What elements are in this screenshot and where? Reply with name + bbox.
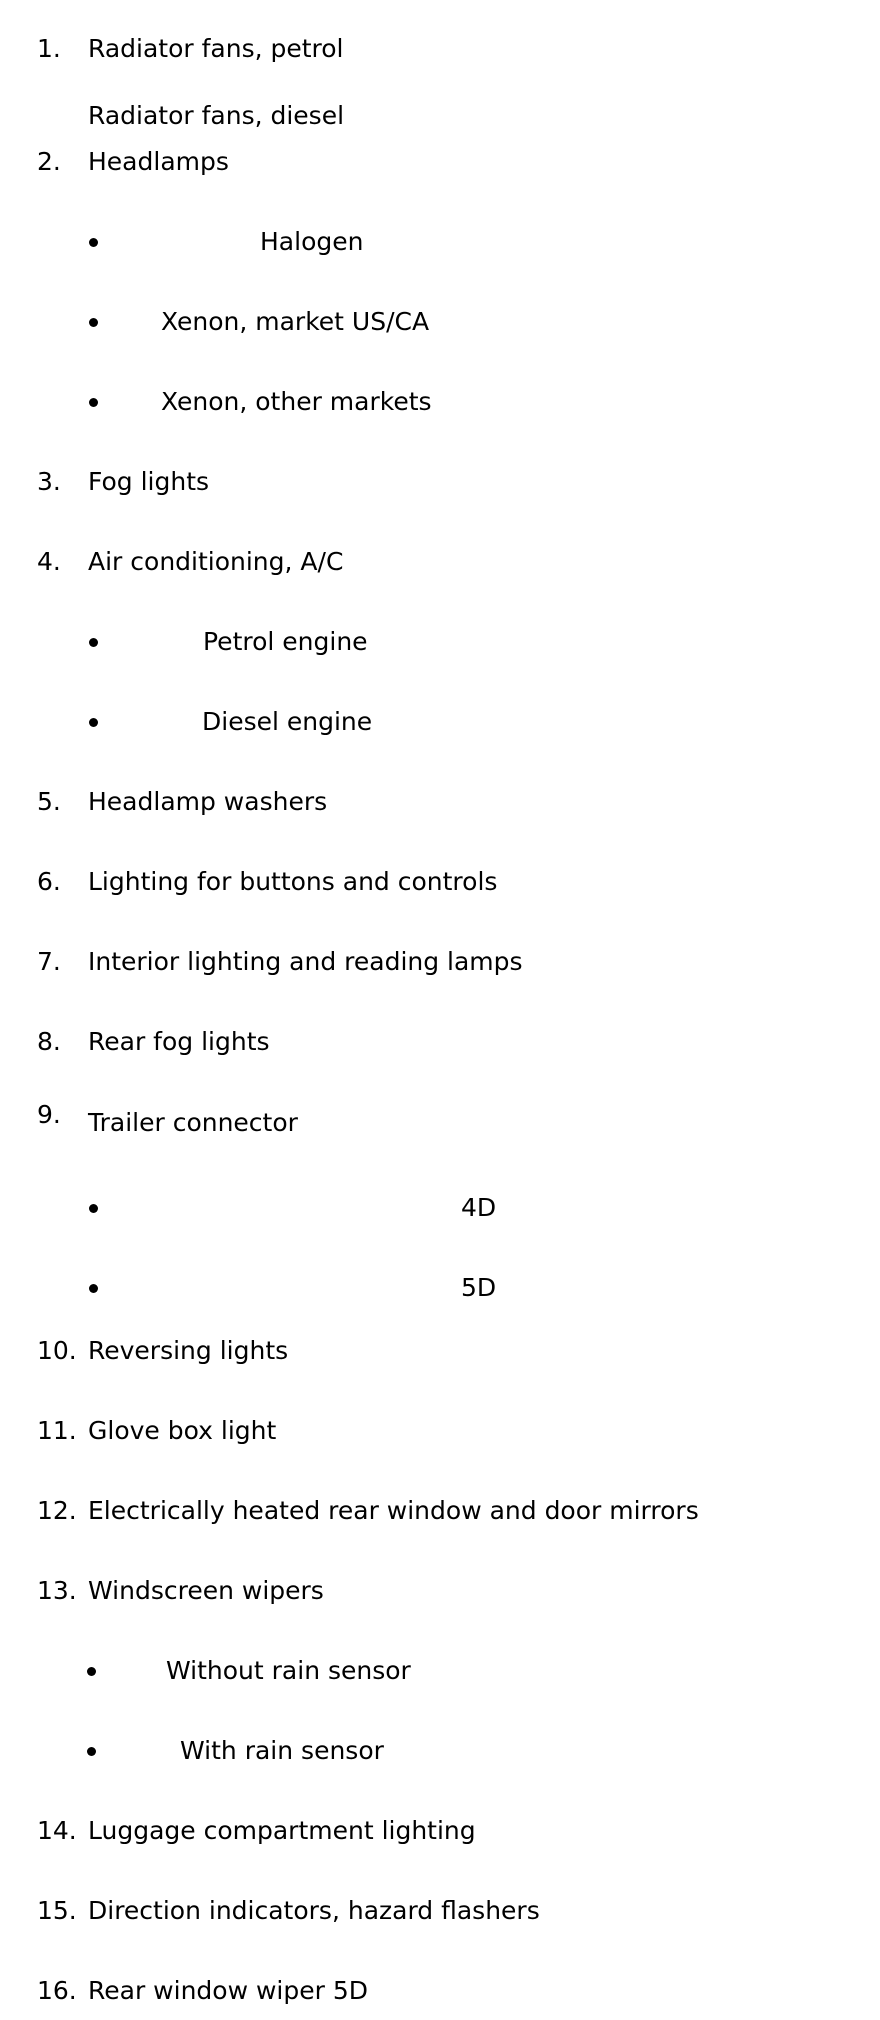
item-label: Headlamps <box>88 147 229 176</box>
item-label: Lighting for buttons and controls <box>88 867 498 896</box>
item-number: 8. <box>37 1027 61 1056</box>
item-number: 11. <box>37 1416 77 1445</box>
item-label: 5D <box>461 1273 497 1302</box>
item-number: 4. <box>37 547 61 576</box>
item-label: Petrol engine <box>203 627 368 656</box>
bullet-icon <box>89 638 98 647</box>
item-number: 14. <box>37 1816 77 1845</box>
item-number: 13. <box>37 1576 77 1605</box>
item-label: Reversing lights <box>88 1336 289 1365</box>
bullet-icon <box>89 238 98 247</box>
item-number: 16. <box>37 1976 77 2005</box>
item-label: Diesel engine <box>202 707 373 736</box>
bullet-icon <box>87 1667 96 1676</box>
item-label: Headlamp washers <box>88 787 328 816</box>
item-label: Radiator fans, diesel <box>88 101 345 130</box>
bullet-icon <box>87 1747 96 1756</box>
item-number: 1. <box>37 34 61 63</box>
item-label: With rain sensor <box>180 1736 384 1765</box>
item-label: Luggage compartment lighting <box>88 1816 476 1845</box>
item-label: Rear fog lights <box>88 1027 270 1056</box>
bullet-icon <box>89 318 98 327</box>
item-label: Radiator fans, petrol <box>88 34 344 63</box>
item-label: Trailer connector <box>88 1108 298 1137</box>
item-number: 6. <box>37 867 61 896</box>
item-label: Direction indicators, hazard flashers <box>88 1896 540 1925</box>
item-label: Without rain sensor <box>166 1656 411 1685</box>
item-label: Glove box light <box>88 1416 277 1445</box>
bullet-icon <box>89 718 98 727</box>
item-number: 15. <box>37 1896 77 1925</box>
item-label: Halogen <box>260 227 364 256</box>
item-label: Xenon, market US/CA <box>161 307 430 336</box>
bullet-icon <box>89 1204 98 1213</box>
item-label: Interior lighting and reading lamps <box>88 947 523 976</box>
item-label: Air conditioning, A/C <box>88 547 344 576</box>
bullet-icon <box>89 1284 98 1293</box>
bullet-icon <box>89 398 98 407</box>
item-number: 7. <box>37 947 61 976</box>
item-number: 10. <box>37 1336 77 1365</box>
item-number: 5. <box>37 787 61 816</box>
item-number: 9. <box>37 1100 61 1129</box>
item-label: 4D <box>461 1193 497 1222</box>
item-label: Windscreen wipers <box>88 1576 324 1605</box>
item-label: Fog lights <box>88 467 210 496</box>
item-number: 3. <box>37 467 61 496</box>
item-label: Xenon, other markets <box>161 387 432 416</box>
item-label: Rear window wiper 5D <box>88 1976 368 2005</box>
item-number: 2. <box>37 147 61 176</box>
item-number: 12. <box>37 1496 77 1525</box>
item-label: Electrically heated rear window and door mirrors <box>88 1496 699 1525</box>
